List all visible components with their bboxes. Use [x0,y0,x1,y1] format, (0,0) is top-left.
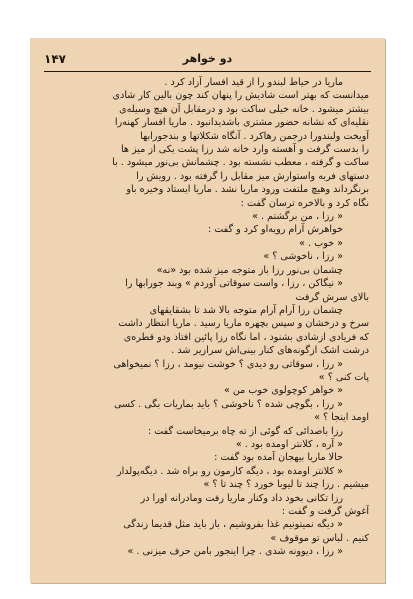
text-line: کنیم . لباس تو موقوف » [270,532,369,544]
book-page [30,38,385,583]
text-line: « خوب . » [299,237,343,249]
text-line: « دیگه نمیتونیم غذا بفروشیم ، باز باید مثل قدیما زندگی [123,519,343,531]
text-line: خواهرش آرام رویه‌او کرد و گفت : [207,224,343,236]
running-title: دو خواهر [182,52,233,65]
text-line: که فریادی ازشادی بشنود ، اما نگاه رزا پائین افتاد ودو قطره‌ی [123,331,369,343]
text-line: « رزا ، ناخوشی ؟ » [263,251,343,263]
text-line: دستهای فربه واستوارش میز مقابل را گرفته بود . رویش را [136,170,369,182]
text-line: « آره ، کلانتر اومده بود . » [235,438,343,450]
text-line: بالای سرش گرفت [295,291,369,303]
body-text [60,76,369,559]
text-line: « کلانتر اومده بود ، دیگه کارمون رو براه شد . دیگه‌پولدار [116,465,343,477]
page-number: ۱۴۷ [44,52,66,66]
page-header [44,52,371,68]
header-rule [44,71,371,72]
text-line: را بدست گرفت و آهسته وارد خانه شد رزا پشت یکی از میز ها [120,144,369,156]
text-line: میدانست که بهتر است شادیش را پنهان کند چون بالین کار شادی [112,90,369,102]
text-line: چشمان رزا آرام آرام متوجه بالا شد تا بشقایقهای [149,304,343,316]
text-line: « رزا ، سوقاتی رو دیدی ؟ خوشت نیومد ، رزا ؟ نمیخواهی [113,358,343,370]
text-line: آغوش گرفت و گفت : [281,506,369,517]
text-line: سرخ و درخشان و سپس بچهره‌ ماریا رسید . ماریا انتظار داشت [118,318,369,330]
text-line: پات کنی ؟ » [318,371,369,383]
text-line: نگاه کرد و بالاخره ترسان گفت : [240,197,369,209]
text-line: بیشتر میشود . خانه خیلی ساکت بود و درمقابل آن هیچ وسیله‌ی [119,103,369,115]
text-line: برنگرداند وهیچ ملتفت ورود ماریا نشد . ماریا ایستاد وخیره باو [126,184,369,196]
text-line: چشمان بی‌نور رزا باز متوجه میز شده بود «نه» [156,264,343,276]
text-line: « نیگاکن ، رزا ، واست سوقاتی آوردم » وبند جورابها را [125,278,343,290]
text-line: ساکت و گرفته ، معطب نشسته بود . چشمانش بی‌نور میشود . با [112,157,369,169]
text-line: اومد اینجا ؟ » [314,412,369,424]
text-line: « رزا ، دیوونه شدی . چرا اینجور بامن حرف میزنی . » [127,546,343,558]
text-line: « خواهر کوچولوی خوب من » [223,385,343,397]
text-line: نقلیه‌ای که نشانه حضور مشتری باشدیدانبود . ماریا افسار کهنه‌را [114,117,369,129]
text-line: میشیم . رزا چند تا لیوبا خورد ؟ چند تا ؟ » [203,479,369,491]
text-line: آویخت ولبندورا درجمن رهاکرد . آنگاه شکلاتها و بندجورابها [140,130,369,142]
text-line: رزا باصدائی که گوئی از ته چاه برمیخاست گفت : [147,425,343,437]
text-line: رزا تکانی بخود داد وکنار ماریا رفت ومادرانه اورا در [140,492,343,504]
text-line: حالا ماریا بیهجان آمده بود گفت : [214,452,343,464]
text-line: ماریا در حیاط لبندو را از قید افسار آزاد کرد . [164,77,343,88]
text-line: « رزا ، بگوچی شده ؟ ناخوشی ؟ باید بماریات بگی . کسی [114,398,343,410]
text-line: درشت اشک ازگونه‌های کنار بینی‌اش سرازیر شد . [171,345,369,357]
text-line: « رزا ، من برگشتم . » [252,211,343,223]
